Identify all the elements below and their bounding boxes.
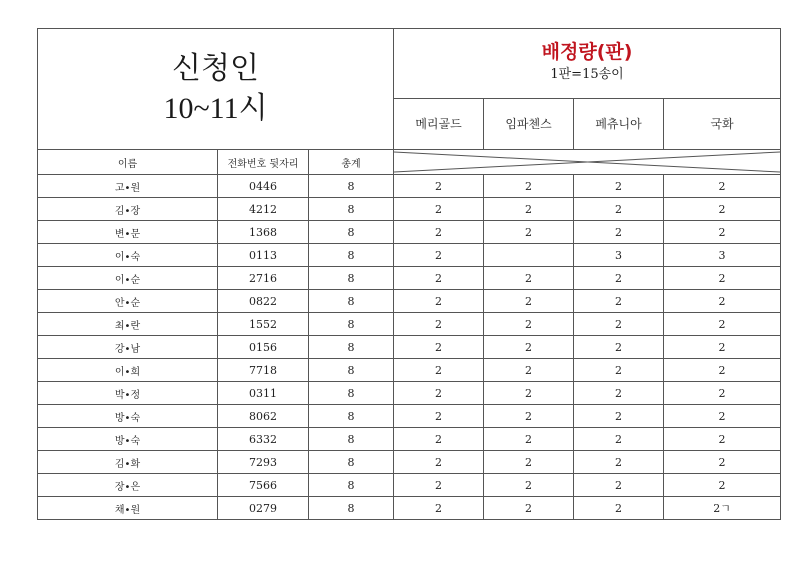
phone-last-digits: 1552 — [218, 313, 309, 336]
marigold-count: 2 — [394, 313, 484, 336]
allocation-title: 배정량(판) — [541, 41, 633, 64]
marigold-count: 2 — [394, 244, 484, 267]
marigold-count: 2 — [394, 221, 484, 244]
table-row — [38, 474, 781, 497]
petunia-count: 2 — [574, 267, 664, 290]
table-row — [38, 313, 781, 336]
applicant-name: 김•장 — [38, 198, 218, 221]
petunia-count: 2 — [574, 313, 664, 336]
allocation-sheet — [37, 28, 780, 518]
total-count: 8 — [309, 474, 394, 497]
impatiens-count: 2 — [484, 405, 574, 428]
marigold-count: 2 — [394, 198, 484, 221]
table-row — [38, 336, 781, 359]
impatiens-count: 2 — [484, 198, 574, 221]
allocation-note: 1판=15송이 — [550, 67, 624, 83]
petunia-count: 3 — [574, 244, 664, 267]
impatiens-count: 2 — [484, 175, 574, 198]
phone-last-digits: 0822 — [218, 290, 309, 313]
marigold-count: 2 — [394, 451, 484, 474]
chrysanthemum-count: 3 — [664, 244, 781, 267]
marigold-count: 2 — [394, 428, 484, 451]
applicant-name: 강•남 — [38, 336, 218, 359]
total-count: 8 — [309, 451, 394, 474]
phone-last-digits: 2716 — [218, 267, 309, 290]
impatiens-count — [484, 244, 574, 267]
impatiens-count: 2 — [484, 336, 574, 359]
chrysanthemum-count: 2 — [664, 267, 781, 290]
petunia-count: 2 — [574, 474, 664, 497]
applicant-name: 박•정 — [38, 382, 218, 405]
impatiens-count: 2 — [484, 382, 574, 405]
applicant-name: 이•순 — [38, 267, 218, 290]
petunia-count: 2 — [574, 497, 664, 520]
total-count: 8 — [309, 244, 394, 267]
chrysanthemum-count: 2 — [664, 474, 781, 497]
chrysanthemum-count: 2 — [664, 428, 781, 451]
petunia-count: 2 — [574, 290, 664, 313]
table-row — [38, 267, 781, 290]
impatiens-count: 2 — [484, 267, 574, 290]
phone-last-digits: 0279 — [218, 497, 309, 520]
applicant-name: 이•숙 — [38, 244, 218, 267]
marigold-count: 2 — [394, 474, 484, 497]
total-count: 8 — [309, 497, 394, 520]
chrysanthemum-count: 2 — [664, 451, 781, 474]
petunia-count: 2 — [574, 198, 664, 221]
chrysanthemum-count: 2ㄱ — [664, 497, 781, 520]
marigold-count: 2 — [394, 267, 484, 290]
marigold-count: 2 — [394, 405, 484, 428]
time-slot: 10~11시 — [163, 92, 268, 125]
impatiens-count: 2 — [484, 428, 574, 451]
table-row — [38, 221, 781, 244]
petunia-count: 2 — [574, 359, 664, 382]
page-title: 신청인 — [172, 51, 259, 86]
phone-last-digits: 0156 — [218, 336, 309, 359]
applicant-name: 이•희 — [38, 359, 218, 382]
total-count: 8 — [309, 359, 394, 382]
total-count: 8 — [309, 428, 394, 451]
phone-last-digits: 6332 — [218, 428, 309, 451]
marigold-count: 2 — [394, 497, 484, 520]
total-count: 8 — [309, 382, 394, 405]
applicant-name: 채•원 — [38, 497, 218, 520]
table-row — [38, 405, 781, 428]
marigold-count: 2 — [394, 382, 484, 405]
impatiens-count: 2 — [484, 313, 574, 336]
chrysanthemum-count: 2 — [664, 382, 781, 405]
marigold-count: 2 — [394, 290, 484, 313]
chrysanthemum-count: 2 — [664, 313, 781, 336]
applicant-title-block — [38, 29, 394, 150]
total-count: 8 — [309, 267, 394, 290]
chrysanthemum-count: 2 — [664, 175, 781, 198]
applicant-name: 고•원 — [38, 175, 218, 198]
chrysanthemum-count: 2 — [664, 198, 781, 221]
chrysanthemum-count: 2 — [664, 405, 781, 428]
total-count: 8 — [309, 313, 394, 336]
petunia-count: 2 — [574, 336, 664, 359]
petunia-count: 2 — [574, 405, 664, 428]
applicant-name: 장•은 — [38, 474, 218, 497]
column-header-total: 총계 — [309, 150, 394, 175]
table-row — [38, 198, 781, 221]
petunia-count: 2 — [574, 451, 664, 474]
chrysanthemum-count: 2 — [664, 221, 781, 244]
phone-last-digits: 8062 — [218, 405, 309, 428]
applicant-name: 방•숙 — [38, 428, 218, 451]
allocation-table — [37, 28, 781, 520]
table-row — [38, 382, 781, 405]
impatiens-count: 2 — [484, 474, 574, 497]
column-header-petunia: 페츄니아 — [574, 98, 664, 149]
chrysanthemum-count: 2 — [664, 359, 781, 382]
phone-last-digits: 7293 — [218, 451, 309, 474]
phone-last-digits: 4212 — [218, 198, 309, 221]
total-count: 8 — [309, 198, 394, 221]
marigold-count: 2 — [394, 336, 484, 359]
column-header-marigold: 메리골드 — [394, 98, 484, 149]
chrysanthemum-count: 2 — [664, 336, 781, 359]
marigold-count: 2 — [394, 175, 484, 198]
phone-last-digits: 7566 — [218, 474, 309, 497]
impatiens-count: 2 — [484, 290, 574, 313]
phone-last-digits: 7718 — [218, 359, 309, 382]
applicant-name: 방•숙 — [38, 405, 218, 428]
impatiens-count: 2 — [484, 497, 574, 520]
column-header-name: 이름 — [38, 150, 218, 175]
phone-last-digits: 0113 — [218, 244, 309, 267]
allocation-header — [394, 29, 781, 99]
total-count: 8 — [309, 405, 394, 428]
table-body — [38, 175, 781, 520]
applicant-name: 변•문 — [38, 221, 218, 244]
table-row — [38, 497, 781, 520]
cross-lines-icon — [394, 150, 780, 174]
column-header-impatiens: 임파첸스 — [484, 98, 574, 149]
total-count: 8 — [309, 336, 394, 359]
total-count: 8 — [309, 290, 394, 313]
column-header-chrysanthemum: 국화 — [664, 98, 781, 149]
table-row — [38, 359, 781, 382]
chrysanthemum-count: 2 — [664, 290, 781, 313]
crossed-out-cell — [394, 150, 781, 175]
total-count: 8 — [309, 221, 394, 244]
phone-last-digits: 0311 — [218, 382, 309, 405]
column-header-phone: 전화번호 뒷자리 — [218, 150, 309, 175]
table-row — [38, 175, 781, 198]
petunia-count: 2 — [574, 428, 664, 451]
impatiens-count: 2 — [484, 451, 574, 474]
petunia-count: 2 — [574, 382, 664, 405]
petunia-count: 2 — [574, 221, 664, 244]
table-row — [38, 451, 781, 474]
table-row — [38, 244, 781, 267]
phone-last-digits: 0446 — [218, 175, 309, 198]
phone-last-digits: 1368 — [218, 221, 309, 244]
total-count: 8 — [309, 175, 394, 198]
impatiens-count: 2 — [484, 221, 574, 244]
table-row — [38, 290, 781, 313]
applicant-name: 최•란 — [38, 313, 218, 336]
impatiens-count: 2 — [484, 359, 574, 382]
marigold-count: 2 — [394, 359, 484, 382]
table-row — [38, 428, 781, 451]
applicant-name: 안•순 — [38, 290, 218, 313]
applicant-name: 김•화 — [38, 451, 218, 474]
petunia-count: 2 — [574, 175, 664, 198]
